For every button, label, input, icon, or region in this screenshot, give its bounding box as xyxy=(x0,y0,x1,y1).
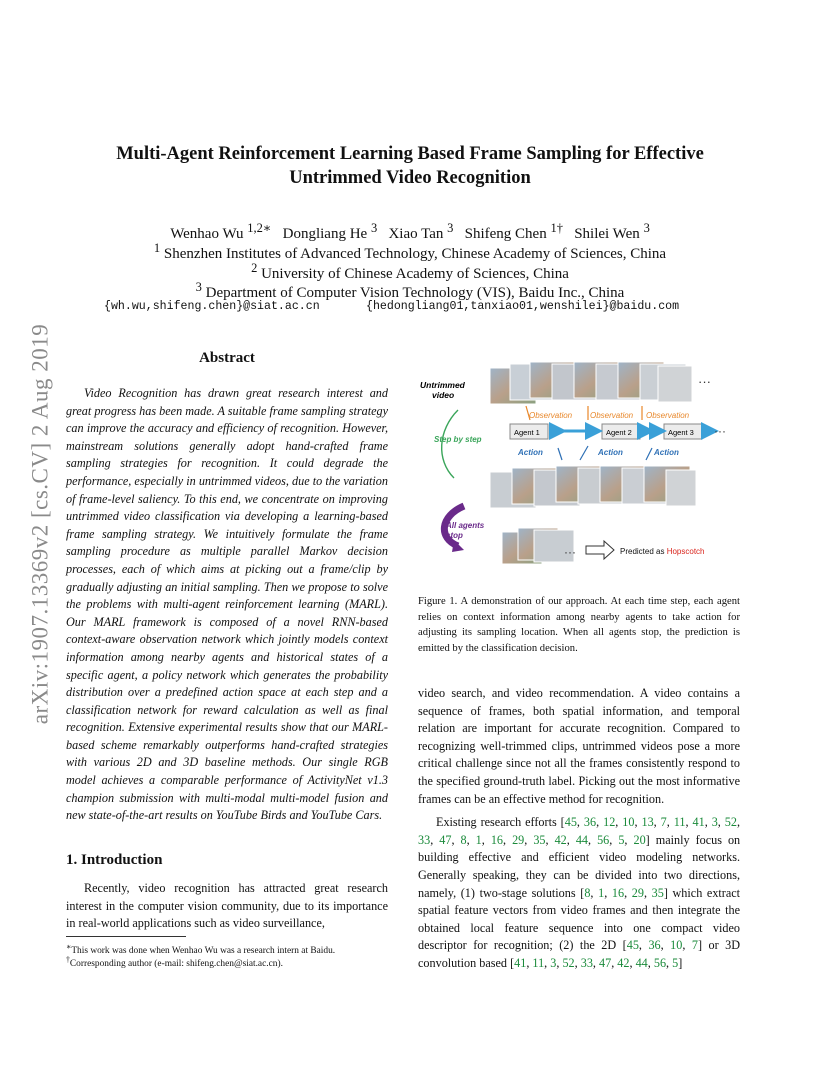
citation-link[interactable]: 1 xyxy=(475,832,482,847)
svg-text:Agent 1: Agent 1 xyxy=(514,428,540,437)
paragraph-text: , xyxy=(545,832,555,847)
paragraph-text: , xyxy=(576,815,584,830)
citation-link[interactable]: 35 xyxy=(651,885,664,900)
observation-label-3: Observation xyxy=(646,411,690,420)
citation-link[interactable]: 7 xyxy=(691,938,698,953)
paragraph-text: , xyxy=(430,832,440,847)
citation-link[interactable]: 10 xyxy=(622,815,635,830)
untrimmed-label-1: Untrimmed xyxy=(420,380,465,390)
paragraph-text: , xyxy=(544,955,551,970)
citation-link[interactable]: 5 xyxy=(618,832,625,847)
figure-caption: Figure 1. A demonstration of our approach. At each time step, each agent relies on context information among nearby agents to take action for adjusting its sampling location. When all agents stop, the prediction is emitted by the classification decision. xyxy=(418,596,740,654)
paragraph-text: , xyxy=(682,938,692,953)
citation-link[interactable]: 41 xyxy=(692,815,705,830)
citation-link[interactable]: 42 xyxy=(617,955,630,970)
title-line-2: Untrimmed Video Recognition xyxy=(289,168,531,188)
step-arc xyxy=(442,410,458,478)
citation-link[interactable]: 56 xyxy=(597,832,610,847)
paragraph-text: , xyxy=(451,832,461,847)
citation-link[interactable]: 36 xyxy=(648,938,661,953)
citation-link[interactable]: 29 xyxy=(631,885,644,900)
citation-link[interactable]: 29 xyxy=(512,832,525,847)
arxiv-stamp xyxy=(20,288,60,760)
author: Wenhao Wu $^{1,2∗}$ xyxy=(170,221,272,242)
paragraph-text: , xyxy=(611,955,618,970)
paragraph-text: , xyxy=(592,955,600,970)
observation-label-1: Observation xyxy=(529,411,573,420)
affiliation-1: $^1$ Shenzhen Institutes of Advanced Technology, Chinese Academy of Sciences, China xyxy=(153,241,667,262)
step-label: Step by step xyxy=(434,435,482,444)
citation-link[interactable]: 5 xyxy=(672,955,679,970)
citation-link[interactable]: 16 xyxy=(490,832,503,847)
paragraph-text: , xyxy=(481,832,491,847)
paragraph-text: , xyxy=(634,815,642,830)
paragraph-text: , xyxy=(524,832,534,847)
paragraph-text: , xyxy=(647,955,654,970)
right-column xyxy=(418,685,740,973)
citation-link[interactable]: 52 xyxy=(724,815,737,830)
footnote-2: †Corresponding author (e-mail: shifeng.chen@siat.ac.cn). xyxy=(66,955,283,970)
affiliation-2: $^2$ University of Chinese Academy of Sciences, China xyxy=(251,261,569,282)
paragraph-text: , xyxy=(704,815,712,830)
citation-link[interactable]: 3 xyxy=(711,815,718,830)
figure-1 xyxy=(418,360,740,580)
paragraph-text: , xyxy=(660,938,671,953)
ellipsis-top: ··· xyxy=(698,374,711,389)
svg-text:Agent 3: Agent 3 xyxy=(668,428,694,437)
citation-link[interactable]: 56 xyxy=(653,955,667,970)
paragraph-text: , xyxy=(574,955,581,970)
paper-title xyxy=(60,142,760,190)
intro-text: Recently, video recognition has attracted great research interest in the computer vision community, due to its importance in real-world applications such as video surveillance, xyxy=(66,881,388,931)
action-label-3: Action xyxy=(654,448,679,457)
citation-link[interactable]: 12 xyxy=(603,815,616,830)
paragraph-text: , xyxy=(596,815,604,830)
action-label-2: Action xyxy=(598,448,623,457)
paragraph-text: , xyxy=(624,832,634,847)
citation-link[interactable]: 8 xyxy=(584,885,591,900)
paragraph-text: , xyxy=(717,815,725,830)
paragraph-text: , xyxy=(604,885,612,900)
author: Xiao Tan $^3$ xyxy=(388,221,454,242)
citation-link[interactable]: 33 xyxy=(418,832,431,847)
citation-link[interactable]: 45 xyxy=(564,815,577,830)
citation-link[interactable]: 3 xyxy=(550,955,557,970)
paragraph-text: , xyxy=(466,832,476,847)
svg-text:Agent 2: Agent 2 xyxy=(606,428,632,437)
paragraph-text: , xyxy=(609,832,619,847)
paragraph-text: , xyxy=(503,832,513,847)
citation-link[interactable]: 47 xyxy=(599,955,612,970)
paragraph-text: , xyxy=(556,955,563,970)
paragraph-text: ] mainly focus on building effective and efficient video modeling networks. Generally speaking, they can be divided into two directions, namely, (1) two-stage solutions [ xyxy=(418,832,741,900)
citation-link[interactable]: 33 xyxy=(580,955,593,970)
stop-label-1: All agents xyxy=(446,521,485,530)
paragraph-text: , xyxy=(590,885,599,900)
paragraph-text: ] xyxy=(678,955,683,970)
affiliation-3: $^3$ Department of Computer Vision Technology (VIS), Baidu Inc., China xyxy=(195,280,625,301)
paragraph-text: , xyxy=(666,955,673,970)
intro-heading: 1. Introduction xyxy=(66,852,163,868)
right-paragraph-2 xyxy=(418,814,740,972)
paragraph-text: , xyxy=(624,885,632,900)
paragraph-text: , xyxy=(685,815,693,830)
email-left: {wh.wu,shifeng.chen}@siat.ac.cn xyxy=(104,300,320,313)
paragraph-text: , xyxy=(566,832,576,847)
email-right: {hedongliang01,tanxiao01,wenshilei}@baidu.com xyxy=(366,300,680,313)
citation-link[interactable]: 36 xyxy=(583,815,597,830)
paragraph-text: , xyxy=(643,885,652,900)
paragraph-text: , xyxy=(629,955,636,970)
citation-link[interactable]: 35 xyxy=(533,832,546,847)
paragraph-text: , xyxy=(638,938,649,953)
citation-link[interactable]: 11 xyxy=(532,955,545,970)
untrimmed-label-2: video xyxy=(432,390,455,400)
footnote-1: ∗This work was done when Wenhao Wu was a research intern at Baidu. xyxy=(66,942,336,957)
frame-row-top xyxy=(490,362,692,404)
paragraph-text: , xyxy=(736,815,741,830)
frame-row-middle xyxy=(490,466,696,508)
predicted-text: Predicted as Hopscotch xyxy=(620,547,705,556)
citation-link[interactable]: 11 xyxy=(673,815,686,830)
ellipsis-agents: ··· xyxy=(714,424,726,438)
paragraph-text: , xyxy=(653,815,661,830)
paragraph-text: , xyxy=(588,832,598,847)
citation-link[interactable]: 41 xyxy=(514,955,527,970)
citation-link[interactable]: 10 xyxy=(670,938,683,953)
paragraph-text: ] or 3D convolution based [ xyxy=(418,938,741,970)
action-label-1: Action xyxy=(518,448,543,457)
agent-3 xyxy=(664,424,702,439)
abstract-heading: Abstract xyxy=(199,350,255,366)
citation-link[interactable]: 1 xyxy=(598,885,605,900)
paragraph-text: , xyxy=(615,815,623,830)
agent-1 xyxy=(510,424,548,439)
author: Shilei Wen $^3$ xyxy=(574,221,650,242)
agent-2 xyxy=(602,424,640,439)
footnote-rule xyxy=(66,936,186,937)
ellipsis-bottom: ··· xyxy=(564,545,576,559)
citation-link[interactable]: 7 xyxy=(660,815,667,830)
citation-link[interactable]: 52 xyxy=(562,955,575,970)
stop-arrowhead xyxy=(452,540,464,552)
stop-label-2: stop xyxy=(446,531,463,540)
author: Dongliang He $^3$ xyxy=(282,221,378,242)
citation-link[interactable]: 45 xyxy=(626,938,639,953)
abstract-text: Video Recognition has drawn great research interest and great progress has been made. A suitable frame sampling strategy can improve the accuracy and efficiency of recognition. However, mainstream solutions generally adopt hand-crafted frame sampling strategies for recognition. It could degrade the performance, especially in untrimmed videos, due to the variation of frame-level saliency. To this end, we concentrate on improving untrimmed video classification via developing a learning-based frame sampling strategy. We intuitively formulate the frame sampling procedure as multiple parallel Markov decision processes, each of which aims at picking out a frame/clip by gradually adjusting an initial sampling. Then we propose to solve the problems with multi-agent reinforcement learning (MARL). Our MARL framework is composed of a novel RNN-based context-aware observation network which jointly models context information among nearby agents and historical states of a specific agent, a policy network which generates the probability distribution over a predefined action space at each step and a classification network for reward calculation as well as final recognition. Extensive experimental results show that our MARL-based scheme remarkably outperforms hand-crafted strategies with various 2D and 3D baseline methods. Our single RGB model achieves a comparable performance of ActivityNet v1.3 champion submission with multi-modal multi-model fusion and new state-of-the-art results on YouTube Birds and YouTube Cars. xyxy=(66,386,388,823)
predict-arrow-icon xyxy=(586,541,614,559)
paragraph-text: Existing research efforts [ xyxy=(436,815,565,830)
observation-label-2: Observation xyxy=(590,411,634,420)
paragraph-text: , xyxy=(666,815,674,830)
citation-link[interactable]: 42 xyxy=(554,832,567,847)
citation-link[interactable]: 13 xyxy=(641,815,654,830)
paragraph-text: , xyxy=(526,955,533,970)
author: Shifeng Chen $^{1\dagger}$ xyxy=(464,221,563,242)
right-paragraph-1: video search, and video recommendation. A video contains a sequence of frames, both spatial information, and temporal relation are important for accurate recognition. Compared to recognizing well-trimmed clips, untrimmed videos pose a more critical challenge since not all the frames consistently respond to the specified ground-truth label. Picking out the most informative frames can be an effective method for recognition. xyxy=(418,686,740,806)
citation-link[interactable]: 8 xyxy=(460,832,467,847)
citation-link[interactable]: 16 xyxy=(611,885,625,900)
paragraph-text: ] which extract spatial feature vectors from video frames and then integrate the obtained local feature sequence into one compact video descriptor for recognition; (2) the 2D [ xyxy=(418,885,741,953)
citation-link[interactable]: 20 xyxy=(633,832,646,847)
citation-link[interactable]: 44 xyxy=(575,832,588,847)
figure-diagram xyxy=(418,360,740,580)
title-line-1: Multi-Agent Reinforcement Learning Based Frame Sampling for Effective xyxy=(116,144,704,164)
arxiv-id: arXiv:1907.13369v2 [cs.CV] 2 Aug 2019 xyxy=(27,323,52,725)
citation-link[interactable]: 44 xyxy=(635,955,648,970)
citation-link[interactable]: 47 xyxy=(439,832,452,847)
